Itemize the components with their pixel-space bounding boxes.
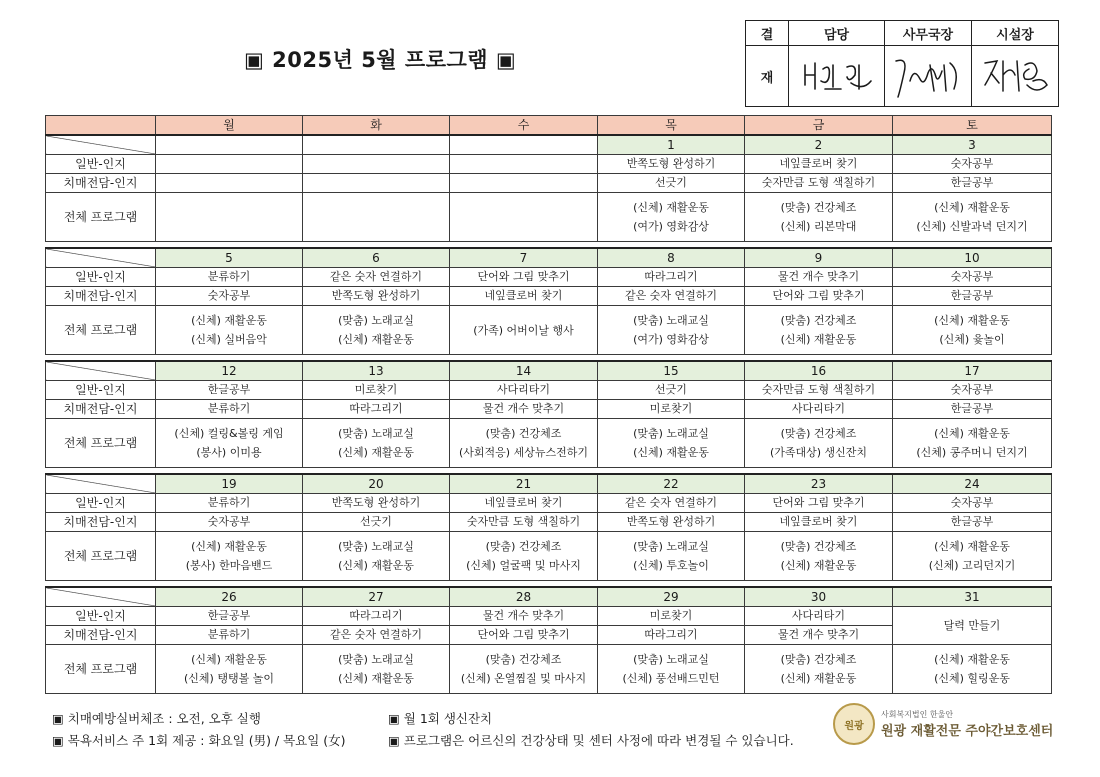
program-line: (신체) 재활운동 bbox=[780, 333, 857, 346]
date-cell-sat: 17 bbox=[893, 361, 1052, 381]
program-line: (신체) 재활운동 bbox=[633, 446, 709, 459]
program-line: (신체) 리본막대 bbox=[780, 220, 857, 233]
date-cell-thu: 29 bbox=[598, 587, 745, 607]
dementia-cell-mon bbox=[156, 174, 303, 193]
diagonal-header-cell bbox=[46, 474, 156, 494]
dementia-cognitive-row bbox=[46, 287, 1052, 306]
weekday-fri: 금 bbox=[745, 116, 893, 136]
general-cell-tue: 같은 숫자 연결하기 bbox=[303, 268, 450, 287]
all-program-cell-fri bbox=[745, 193, 893, 242]
all-program-cell-fri bbox=[745, 532, 893, 581]
weekday-wed: 수 bbox=[450, 116, 598, 136]
program-line: (신체) 신발과녁 던지기 bbox=[916, 220, 1028, 233]
dementia-cell-thu: 같은 숫자 연결하기 bbox=[598, 287, 745, 306]
row-label-all: 전체 프로그램 bbox=[46, 645, 156, 694]
date-cell-tue: 27 bbox=[303, 587, 450, 607]
general-cell-sat: 숫자공부 bbox=[893, 268, 1052, 287]
program-line: (신체) 고리던지기 bbox=[928, 559, 1016, 572]
general-cell-thu: 선긋기 bbox=[598, 381, 745, 400]
all-program-row bbox=[46, 419, 1052, 468]
program-line: (신체) 재활운동 bbox=[338, 333, 414, 346]
program-line: (신체) 재활운동 bbox=[934, 427, 1010, 440]
row-label-dementia: 치매전담-인지 bbox=[46, 287, 156, 306]
general-cell-wed: 단어와 그림 맞추기 bbox=[450, 268, 598, 287]
dementia-cell-fri: 단어와 그림 맞추기 bbox=[745, 287, 893, 306]
diagonal-header-cell bbox=[46, 135, 156, 155]
program-line: (맞춤) 노래교실 bbox=[633, 314, 709, 327]
signature-director bbox=[885, 46, 972, 107]
general-cell-fri: 물건 개수 맞추기 bbox=[745, 268, 893, 287]
signature-staff bbox=[789, 46, 885, 107]
row-label-dementia: 치매전담-인지 bbox=[46, 513, 156, 532]
program-line: (신체) 탱탱볼 놀이 bbox=[184, 672, 274, 685]
all-program-cell-thu bbox=[598, 645, 745, 694]
all-program-cell-sat bbox=[893, 193, 1052, 242]
program-line: (신체) 컬링&볼링 게임 bbox=[174, 427, 284, 440]
program-line: (신체) 콩주머니 던지기 bbox=[916, 446, 1028, 459]
general-cognitive-row bbox=[46, 381, 1052, 400]
date-cell-thu: 1 bbox=[598, 135, 745, 155]
general-cell-mon: 한글공부 bbox=[156, 381, 303, 400]
all-program-row bbox=[46, 645, 1052, 694]
dementia-cognitive-row bbox=[46, 513, 1052, 532]
general-cell-thu: 미로찾기 bbox=[598, 607, 745, 626]
program-line: (신체) 재활운동 bbox=[338, 559, 414, 572]
all-program-cell-tue bbox=[303, 419, 450, 468]
approval-box bbox=[745, 20, 1059, 107]
date-cell-thu: 8 bbox=[598, 248, 745, 268]
general-cell-tue: 반쪽도형 완성하기 bbox=[303, 494, 450, 513]
signature-director-mark bbox=[890, 51, 966, 101]
dementia-cell-sat: 한글공부 bbox=[893, 513, 1052, 532]
notes-right bbox=[388, 708, 794, 752]
date-cell-wed: 7 bbox=[450, 248, 598, 268]
all-program-cell-sat bbox=[893, 532, 1052, 581]
program-line: (사회적응) 세상뉴스전하기 bbox=[459, 446, 588, 459]
date-cell-fri: 2 bbox=[745, 135, 893, 155]
all-program-cell-fri bbox=[745, 419, 893, 468]
all-program-cell-thu bbox=[598, 532, 745, 581]
row-label-all: 전체 프로그램 bbox=[46, 193, 156, 242]
general-cell-fri: 단어와 그림 맞추기 bbox=[745, 494, 893, 513]
all-program-cell-wed bbox=[450, 532, 598, 581]
program-line: (신체) 재활운동 bbox=[934, 201, 1010, 214]
diagonal-header-cell bbox=[46, 248, 156, 268]
all-program-row bbox=[46, 306, 1052, 355]
row-label-general: 일반-인지 bbox=[46, 494, 156, 513]
dementia-cell-thu: 따라그리기 bbox=[598, 626, 745, 645]
weekday-mon: 월 bbox=[156, 116, 303, 136]
org-name: 원광 재활전문 주야간보호센터 bbox=[881, 724, 1054, 739]
all-program-cell-tue bbox=[303, 645, 450, 694]
dementia-cell-thu: 선긋기 bbox=[598, 174, 745, 193]
program-line: (가족대상) 생신잔치 bbox=[769, 446, 868, 459]
date-cell-fri: 9 bbox=[745, 248, 893, 268]
program-line: (신체) 풍선배드민턴 bbox=[622, 672, 720, 685]
date-cell-mon: 12 bbox=[156, 361, 303, 381]
general-cell-wed bbox=[450, 155, 598, 174]
all-program-cell-mon bbox=[156, 419, 303, 468]
program-line: (봉사) 이미용 bbox=[196, 446, 262, 459]
dementia-cell-fri: 물건 개수 맞추기 bbox=[745, 626, 893, 645]
all-program-row bbox=[46, 532, 1052, 581]
general-cognitive-row bbox=[46, 268, 1052, 287]
general-cell-sat: 숫자공부 bbox=[893, 494, 1052, 513]
note-birthday-party: ▣ 월 1회 생신잔치 bbox=[388, 711, 493, 726]
week-date-row bbox=[46, 361, 1052, 381]
program-line: (맞춤) 노래교실 bbox=[633, 540, 709, 553]
all-program-cell-tue bbox=[303, 193, 450, 242]
general-cell-fri: 숫자만큼 도형 색칠하기 bbox=[745, 381, 893, 400]
center-emblem: 원광 bbox=[833, 703, 875, 745]
date-cell-wed: 21 bbox=[450, 474, 598, 494]
row-label-dementia: 치매전담-인지 bbox=[46, 400, 156, 419]
general-cell-mon bbox=[156, 155, 303, 174]
program-line: (맞춤) 노래교실 bbox=[633, 653, 709, 666]
dementia-cell-thu: 미로찾기 bbox=[598, 400, 745, 419]
weekday-thu: 목 bbox=[598, 116, 745, 136]
signature-staff-mark bbox=[797, 55, 877, 97]
row-label-all: 전체 프로그램 bbox=[46, 306, 156, 355]
general-cell-fri: 네잎클로버 찾기 bbox=[745, 155, 893, 174]
row-label-dementia: 치매전담-인지 bbox=[46, 626, 156, 645]
date-cell-mon bbox=[156, 135, 303, 155]
general-cell-thu: 따라그리기 bbox=[598, 268, 745, 287]
diagonal-header-cell bbox=[46, 361, 156, 381]
general-cell-wed: 물건 개수 맞추기 bbox=[450, 607, 598, 626]
general-cognitive-row bbox=[46, 155, 1052, 174]
schedule-table bbox=[45, 115, 1052, 694]
row-label-dementia: 치매전담-인지 bbox=[46, 174, 156, 193]
dementia-cell-fri: 숫자만큼 도형 색칠하기 bbox=[745, 174, 893, 193]
all-program-cell-sat bbox=[893, 419, 1052, 468]
dementia-cell-mon: 분류하기 bbox=[156, 626, 303, 645]
program-line: (가족) 어버이날 행사 bbox=[473, 323, 574, 337]
date-cell-wed: 14 bbox=[450, 361, 598, 381]
row-label-general: 일반-인지 bbox=[46, 607, 156, 626]
program-line: (신체) 온열찜질 및 마사지 bbox=[460, 672, 587, 685]
date-cell-mon: 5 bbox=[156, 248, 303, 268]
program-line: (맞춤) 노래교실 bbox=[633, 427, 709, 440]
program-line: (신체) 재활운동 bbox=[934, 653, 1010, 666]
general-cell-mon: 분류하기 bbox=[156, 268, 303, 287]
program-line: (봉사) 한마음밴드 bbox=[185, 559, 273, 572]
row-label-general: 일반-인지 bbox=[46, 381, 156, 400]
notes-left bbox=[52, 708, 346, 752]
program-line: (맞춤) 건강체조 bbox=[780, 314, 857, 327]
general-cell-mon: 분류하기 bbox=[156, 494, 303, 513]
dementia-cell-wed: 단어와 그림 맞추기 bbox=[450, 626, 598, 645]
program-line: (신체) 윷놀이 bbox=[939, 333, 1005, 346]
row-label-general: 일반-인지 bbox=[46, 268, 156, 287]
all-program-cell-thu bbox=[598, 419, 745, 468]
all-program-cell-wed bbox=[450, 645, 598, 694]
org-foundation: 사회복지법인 한울안 bbox=[881, 710, 954, 719]
general-cell-wed: 네잎클로버 찾기 bbox=[450, 494, 598, 513]
dementia-cell-wed: 숫자만큼 도형 색칠하기 bbox=[450, 513, 598, 532]
weekday-tue: 화 bbox=[303, 116, 450, 136]
page-title: ▣ 2025년 5월 프로그램 ▣ bbox=[244, 48, 517, 72]
row-label-general: 일반-인지 bbox=[46, 155, 156, 174]
dementia-cell-tue: 같은 숫자 연결하기 bbox=[303, 626, 450, 645]
dementia-cell-fri: 사다리타기 bbox=[745, 400, 893, 419]
program-line: (신체) 재활운동 bbox=[191, 314, 267, 327]
dementia-cell-mon: 분류하기 bbox=[156, 400, 303, 419]
all-program-cell-sat bbox=[893, 306, 1052, 355]
all-program-cell-wed bbox=[450, 193, 598, 242]
all-program-cell-fri bbox=[745, 645, 893, 694]
general-cognitive-row bbox=[46, 494, 1052, 513]
dementia-cell-sat: 한글공부 bbox=[893, 400, 1052, 419]
program-line: (신체) 얼굴팩 및 마사지 bbox=[466, 559, 581, 572]
general-cognitive-row bbox=[46, 607, 1052, 626]
row-label-all: 전체 프로그램 bbox=[46, 419, 156, 468]
signature-head-mark bbox=[977, 51, 1053, 101]
program-line: (맞춤) 건강체조 bbox=[485, 540, 562, 553]
date-cell-fri: 30 bbox=[745, 587, 893, 607]
date-cell-mon: 19 bbox=[156, 474, 303, 494]
general-cell-tue: 따라그리기 bbox=[303, 607, 450, 626]
date-cell-sat: 31 bbox=[893, 587, 1052, 607]
note-bath-service: ▣ 목욕서비스 주 1회 제공 : 화요일 (男) / 목요일 (女) bbox=[52, 733, 346, 748]
date-cell-sat: 24 bbox=[893, 474, 1052, 494]
dementia-cell-mon: 숫자공부 bbox=[156, 513, 303, 532]
date-cell-tue: 6 bbox=[303, 248, 450, 268]
all-program-cell-mon bbox=[156, 645, 303, 694]
week-date-row bbox=[46, 587, 1052, 607]
date-cell-tue: 20 bbox=[303, 474, 450, 494]
week-date-row bbox=[46, 474, 1052, 494]
program-line: (맞춤) 노래교실 bbox=[338, 427, 414, 440]
all-program-cell-thu bbox=[598, 193, 745, 242]
all-program-cell-thu bbox=[598, 306, 745, 355]
row-label-all: 전체 프로그램 bbox=[46, 532, 156, 581]
dementia-cell-wed: 물건 개수 맞추기 bbox=[450, 400, 598, 419]
dementia-cell-tue: 반쪽도형 완성하기 bbox=[303, 287, 450, 306]
approval-label-top: 결 bbox=[746, 21, 789, 46]
general-cell-sat: 숫자공부 bbox=[893, 381, 1052, 400]
center-logo bbox=[833, 703, 1053, 745]
general-cell-wed: 사다리타기 bbox=[450, 381, 598, 400]
date-cell-wed: 28 bbox=[450, 587, 598, 607]
dementia-cognitive-row bbox=[46, 174, 1052, 193]
program-line: (신체) 재활운동 bbox=[338, 446, 414, 459]
date-cell-sat: 10 bbox=[893, 248, 1052, 268]
dementia-cognitive-row bbox=[46, 400, 1052, 419]
program-line: (여가) 영화감상 bbox=[633, 220, 709, 233]
all-program-row bbox=[46, 193, 1052, 242]
date-cell-sat: 3 bbox=[893, 135, 1052, 155]
program-line: (맞춤) 노래교실 bbox=[338, 653, 414, 666]
dementia-cell-tue bbox=[303, 174, 450, 193]
all-program-cell-tue bbox=[303, 532, 450, 581]
dementia-cell-fri: 네잎클로버 찾기 bbox=[745, 513, 893, 532]
week-date-row bbox=[46, 248, 1052, 268]
date-cell-thu: 22 bbox=[598, 474, 745, 494]
program-line: (맞춤) 건강체조 bbox=[485, 427, 562, 440]
all-program-cell-wed bbox=[450, 306, 598, 355]
program-line: (맞춤) 건강체조 bbox=[485, 653, 562, 666]
program-line: (신체) 재활운동 bbox=[934, 314, 1010, 327]
note-program-change: ▣ 프로그램은 어르신의 건강상태 및 센터 사정에 따라 변경될 수 있습니다. bbox=[388, 733, 794, 748]
program-line: (맞춤) 건강체조 bbox=[780, 540, 857, 553]
date-cell-fri: 16 bbox=[745, 361, 893, 381]
general-cell-tue bbox=[303, 155, 450, 174]
approval-role-staff: 담당 bbox=[789, 21, 885, 46]
program-line: (맞춤) 건강체조 bbox=[780, 427, 857, 440]
approval-label-bottom: 재 bbox=[746, 46, 789, 107]
dementia-cell-tue: 따라그리기 bbox=[303, 400, 450, 419]
program-line: (신체) 재활운동 bbox=[934, 540, 1010, 553]
date-cell-tue: 13 bbox=[303, 361, 450, 381]
general-cell-thu: 같은 숫자 연결하기 bbox=[598, 494, 745, 513]
date-cell-thu: 15 bbox=[598, 361, 745, 381]
dementia-cell-sat: 한글공부 bbox=[893, 287, 1052, 306]
all-program-cell-fri bbox=[745, 306, 893, 355]
date-cell-fri: 23 bbox=[745, 474, 893, 494]
general-cell-sat: 숫자공부 bbox=[893, 155, 1052, 174]
program-line: (여가) 영화감상 bbox=[633, 333, 709, 346]
program-line: (신체) 재활운동 bbox=[633, 201, 709, 214]
program-line: (신체) 재활운동 bbox=[780, 559, 857, 572]
dementia-cell-sat: 한글공부 bbox=[893, 174, 1052, 193]
program-line: (맞춤) 건강체조 bbox=[780, 201, 857, 214]
weekday-header-row bbox=[46, 116, 1052, 136]
program-line: (신체) 실버음악 bbox=[191, 333, 267, 346]
all-program-cell-mon bbox=[156, 532, 303, 581]
date-cell-tue bbox=[303, 135, 450, 155]
date-cell-wed bbox=[450, 135, 598, 155]
all-program-cell-tue bbox=[303, 306, 450, 355]
general-cell-mon: 한글공부 bbox=[156, 607, 303, 626]
dementia-cell-wed bbox=[450, 174, 598, 193]
note-silver-exercise: ▣ 치매예방실버체조 : 오전, 오후 실행 bbox=[52, 711, 261, 726]
general-cell-sat: 달력 만들기 bbox=[893, 607, 1052, 645]
all-program-cell-mon bbox=[156, 193, 303, 242]
all-program-cell-mon bbox=[156, 306, 303, 355]
dementia-cell-thu: 반쪽도형 완성하기 bbox=[598, 513, 745, 532]
program-line: (맞춤) 노래교실 bbox=[338, 314, 414, 327]
general-cell-fri: 사다리타기 bbox=[745, 607, 893, 626]
program-line: (맞춤) 건강체조 bbox=[780, 653, 857, 666]
dementia-cell-mon: 숫자공부 bbox=[156, 287, 303, 306]
week-date-row bbox=[46, 135, 1052, 155]
dementia-cell-wed: 네잎클로버 찾기 bbox=[450, 287, 598, 306]
diagonal-header-cell bbox=[46, 587, 156, 607]
dementia-cell-tue: 선긋기 bbox=[303, 513, 450, 532]
approval-role-head: 시설장 bbox=[972, 21, 1059, 46]
general-cell-thu: 반쪽도형 완성하기 bbox=[598, 155, 745, 174]
program-line: (신체) 재활운동 bbox=[780, 672, 857, 685]
program-line: (맞춤) 노래교실 bbox=[338, 540, 414, 553]
program-line: (신체) 재활운동 bbox=[338, 672, 414, 685]
all-program-cell-sat bbox=[893, 645, 1052, 694]
signature-head bbox=[972, 46, 1059, 107]
approval-role-director: 사무국장 bbox=[885, 21, 972, 46]
weekday-sat: 토 bbox=[893, 116, 1052, 136]
program-line: (신체) 재활운동 bbox=[191, 653, 267, 666]
date-cell-mon: 26 bbox=[156, 587, 303, 607]
weekday-header-blank bbox=[46, 116, 156, 136]
program-line: (신체) 힐링운동 bbox=[934, 672, 1010, 685]
all-program-cell-wed bbox=[450, 419, 598, 468]
general-cell-tue: 미로찾기 bbox=[303, 381, 450, 400]
program-line: (신체) 투호놀이 bbox=[633, 559, 709, 572]
program-line: (신체) 재활운동 bbox=[191, 540, 267, 553]
